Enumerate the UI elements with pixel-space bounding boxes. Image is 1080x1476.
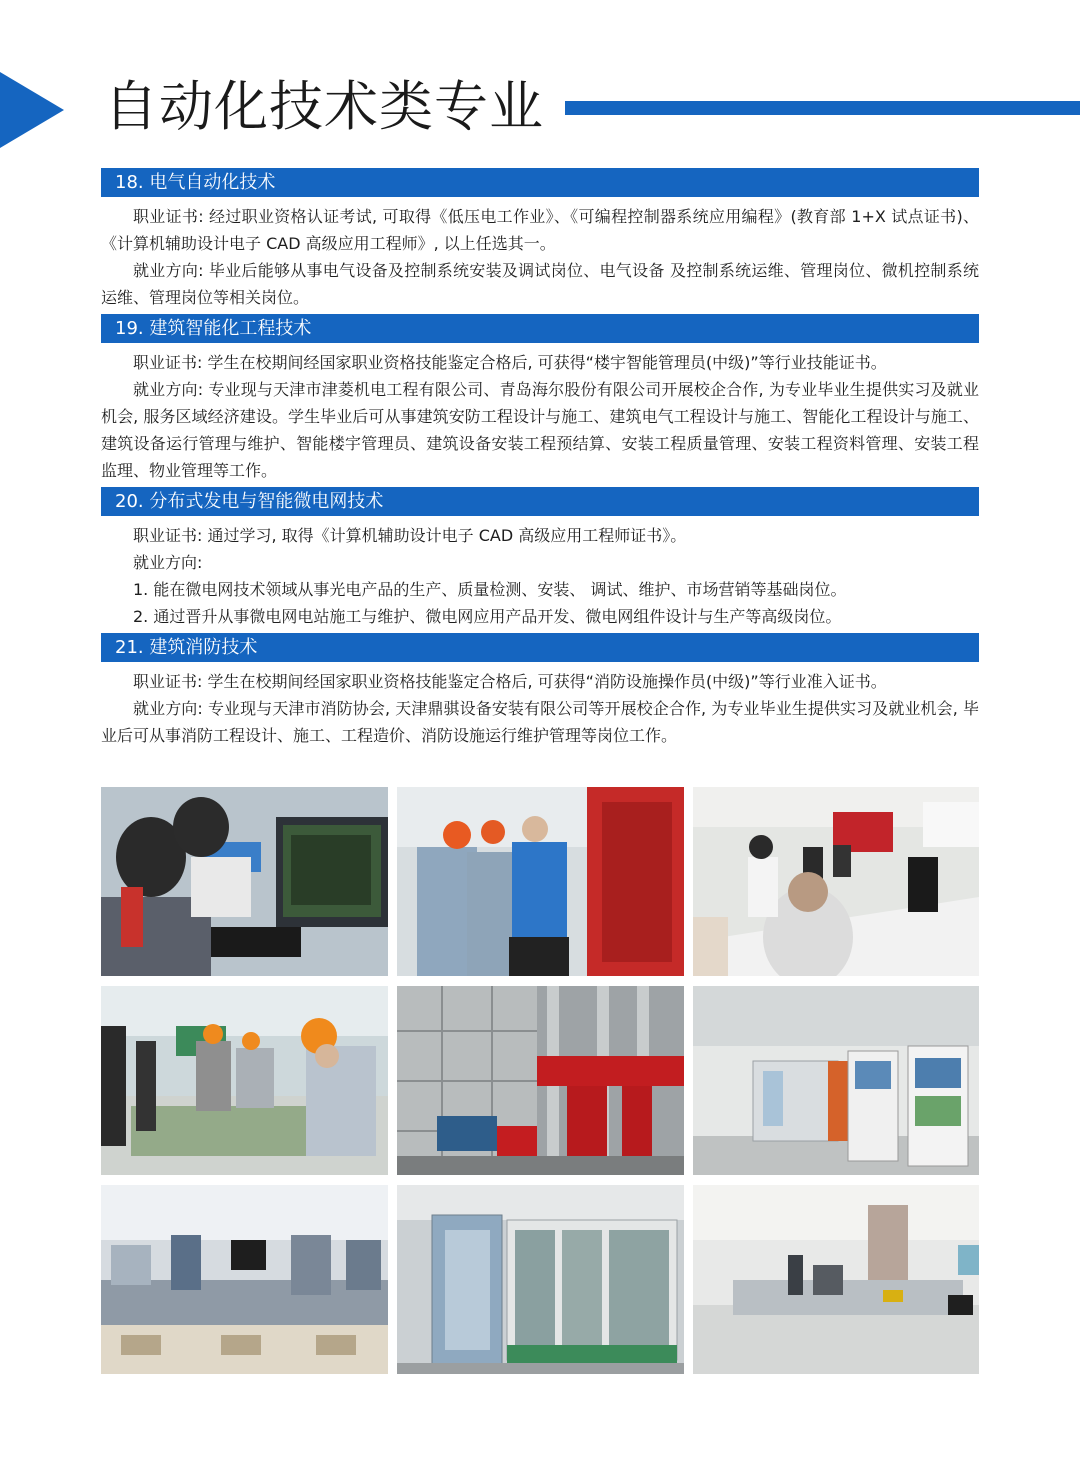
photo-grid	[101, 787, 979, 1374]
photo-electrical-cabinets	[397, 1185, 684, 1374]
employment-text: 就业方向: 毕业后能够从事电气设备及控制系统安装及调试岗位、电气设备 及控制系统运维、管理岗位、微机控制系统运维、管理岗位等相关岗位。	[101, 261, 979, 307]
section-21	[101, 633, 979, 749]
section-19	[101, 314, 979, 484]
certificate-text: 职业证书: 通过学习, 取得《计算机辅助设计电子 CAD 高级应用工程师证书》。	[133, 526, 687, 545]
photo-process-control-lab	[693, 986, 979, 1175]
section-heading: 20. 分布式发电与智能微电网技术	[101, 487, 979, 516]
photo-workers-hard-hats	[397, 787, 684, 976]
employment-text: 就业方向: 专业现与天津市消防协会, 天津鼎骐设备安装有限公司等开展校企合作, 为专业毕业生提供实习及就业机会, 毕业后可从事消防工程设计、施工、工程造价、消防设施运行维护管理等岗位工作。	[101, 699, 979, 745]
photo-robotics-lab	[693, 1185, 979, 1374]
certificate-text: 职业证书: 经过职业资格认证考试, 可取得《低压电工作业》、《可编程控制器系统应用编程》(教育部 1+X 试点证书)、《计算机辅助设计电子 CAD 高级应用工程师》, 以上任选其一。	[101, 207, 979, 253]
employment-text: 就业方向: 专业现与天津市津菱机电工程有限公司、青岛海尔股份有限公司开展校企合作, 为专业毕业生提供实习及就业机会, 服务区域经济建设。学生毕业后可从事建筑安防工程设计与施工、建筑电气工程设计与施工、智能化工程设计与施工、建筑设备运行管理与维护、智能楼宇管理员、建筑设备安装工程预结算、安装工程质量管理、安装工程资料管理、安装工程监理、物业管理等工作。	[101, 380, 979, 480]
section-heading: 18. 电气自动化技术	[101, 168, 979, 197]
employment-item-2: 2. 通过晋升从事微电网电站施工与维护、微电网应用产品开发、微电网组件设计与生产等高级岗位。	[133, 607, 842, 626]
employment-heading-text: 就业方向:	[133, 553, 203, 572]
title-rule	[565, 101, 1080, 115]
section-20	[101, 487, 979, 630]
section-18	[101, 168, 979, 311]
section-heading: 21. 建筑消防技术	[101, 633, 979, 662]
photo-fire-pump-room	[397, 986, 684, 1175]
photo-automation-benches	[101, 1185, 388, 1374]
section-heading: 19. 建筑智能化工程技术	[101, 314, 979, 343]
certificate-text: 职业证书: 学生在校期间经国家职业资格技能鉴定合格后, 可获得“楼宇智能管理员(中级)”等行业技能证书。	[133, 353, 887, 372]
page-title: 自动化技术类专业	[104, 75, 544, 138]
title-triangle-marker	[0, 72, 64, 148]
photo-students-computer	[101, 787, 388, 976]
certificate-text: 职业证书: 学生在校期间经国家职业资格技能鉴定合格后, 可获得“消防设施操作员(中级)”等行业准入证书。	[133, 672, 887, 691]
photo-computer-classroom	[693, 787, 979, 976]
employment-item-1: 1. 能在微电网技术领域从事光电产品的生产、质量检测、安装、 调试、维护、市场营销等基础岗位。	[133, 580, 847, 599]
photo-hard-hat-training	[101, 986, 388, 1175]
content-area	[101, 168, 979, 752]
